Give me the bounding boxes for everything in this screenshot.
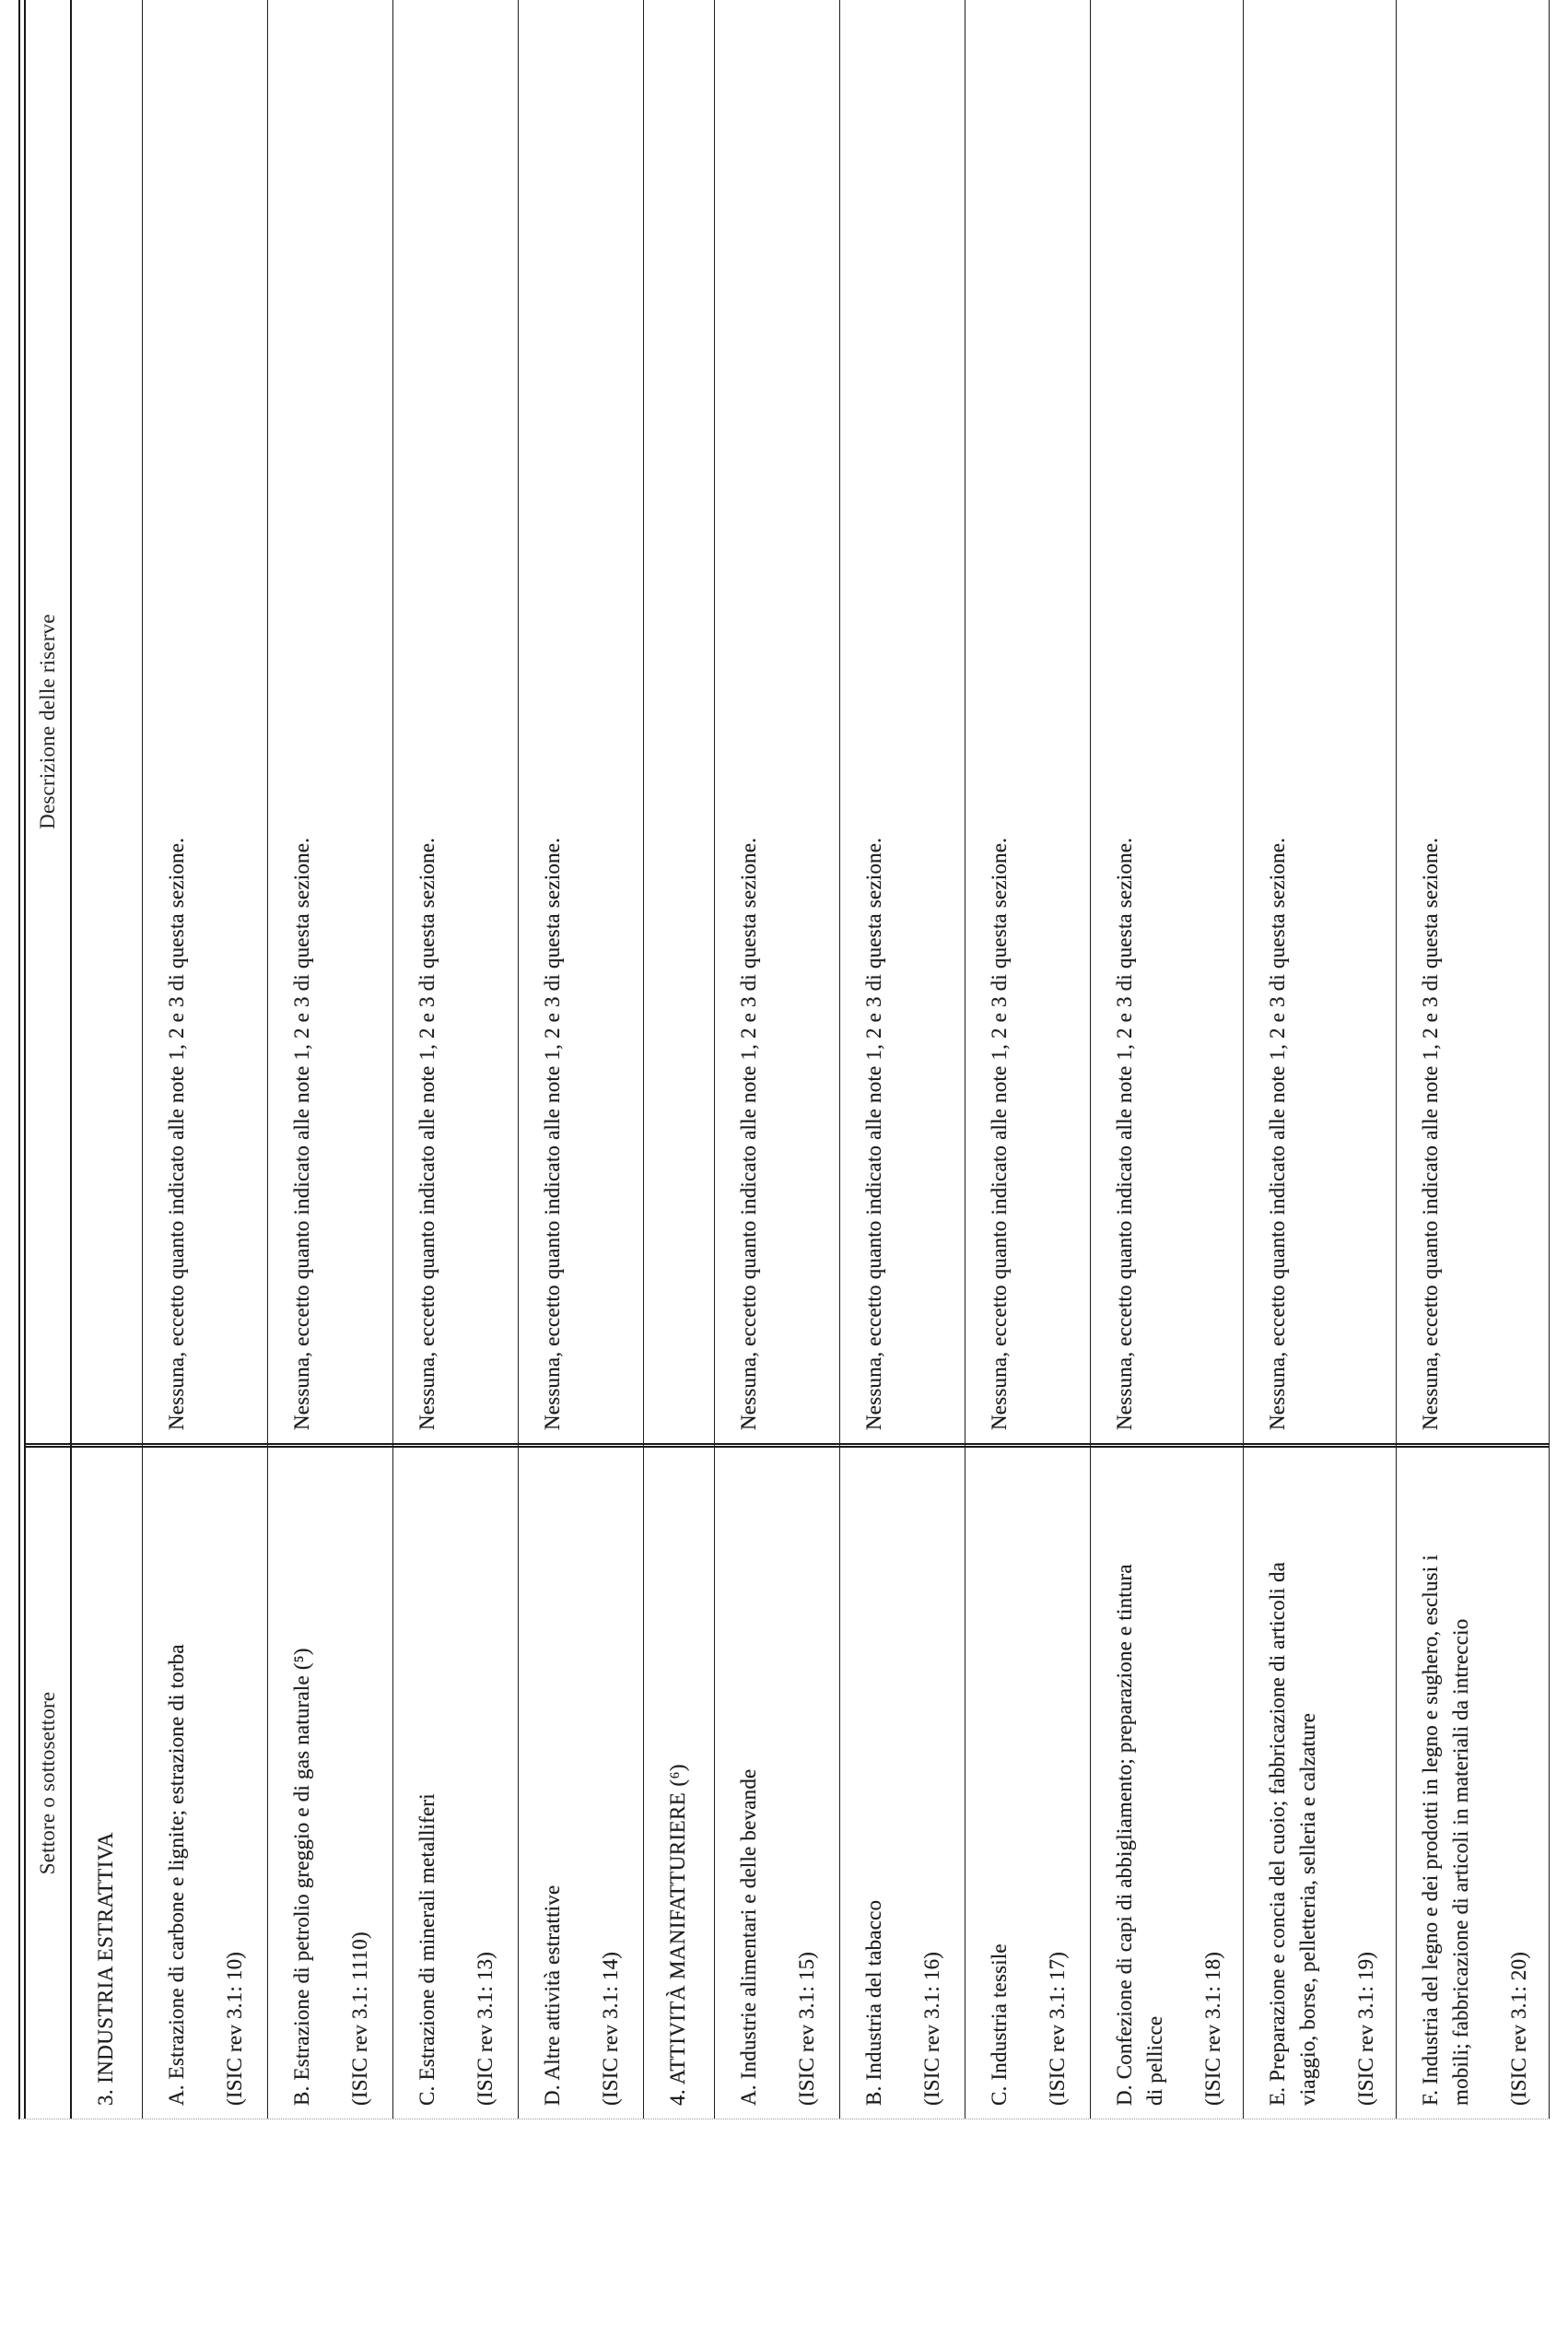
reservation-text-line: Nessuna, eccetto quanto indicato alle note 1, 2 e 3 di questa sezione. — [541, 837, 564, 1430]
sector-text-line: A. Estrazione di carbone e lignite; estrazione di torba — [165, 1644, 188, 2106]
reservation-text-line: Nessuna, eccetto quanto indicato alle note 1, 2 e 3 di questa sezione. — [988, 837, 1011, 1430]
reservation-text-line: Nessuna, eccetto quanto indicato alle note 1, 2 e 3 di questa sezione. — [862, 837, 885, 1430]
sector-cell — [965, 1443, 1090, 2119]
isic-code-line: (ISIC rev 3.1: 16) — [920, 1951, 943, 2106]
reservation-text-line: Nessuna, eccetto quanto indicato alle note 1, 2 e 3 di questa sezione. — [165, 837, 188, 1430]
sector-text-line: B. Industria del tabacco — [862, 1899, 885, 2106]
table-row — [1091, 0, 1244, 2119]
reservation-cell — [519, 0, 643, 1443]
sector-text-line: D. Altre attività estrattive — [541, 1884, 564, 2106]
table-row — [840, 0, 965, 2119]
reservation-cell — [393, 0, 518, 1443]
table-row — [644, 0, 715, 2119]
reservation-cell — [72, 0, 142, 1443]
table-row — [72, 0, 143, 2119]
sector-text-line: C. Estrazione di minerali metalliferi — [415, 1793, 439, 2106]
reservation-cell — [644, 0, 714, 1443]
isic-code-line: (ISIC rev 3.1: 10) — [223, 1951, 246, 2106]
sector-cell — [1397, 1443, 1549, 2119]
sector-text-line: 3. INDUSTRIA ESTRATTIVA — [94, 1832, 117, 2106]
sector-cell — [1091, 1443, 1243, 2119]
reservation-cell — [1091, 0, 1243, 1443]
reservation-text-line: Nessuna, eccetto quanto indicato alle note 1, 2 e 3 di questa sezione. — [1419, 837, 1442, 1430]
isic-code-line: (ISIC rev 3.1: 1110) — [348, 1931, 371, 2106]
reservation-cell — [1244, 0, 1396, 1443]
sector-text-line: B. Estrazione di petrolio greggio e di gas naturale (⁵) — [290, 1648, 313, 2106]
reservations-table — [18, 0, 1550, 2119]
sector-cell — [393, 1443, 518, 2119]
sector-text-line: mobili; fabbricazione di articoli in materiali da intreccio — [1449, 1618, 1472, 2106]
table-row — [1397, 0, 1550, 2119]
reservation-text-line: Nessuna, eccetto quanto indicato alle note 1, 2 e 3 di questa sezione. — [1266, 837, 1289, 1430]
header-sector-column: Settore o sottosettore — [26, 1443, 70, 2119]
reservation-text-line: Nessuna, eccetto quanto indicato alle note 1, 2 e 3 di questa sezione. — [737, 837, 760, 1430]
reservation-cell — [715, 0, 839, 1443]
isic-code-line: (ISIC rev 3.1: 13) — [474, 1951, 497, 2106]
sector-cell — [715, 1443, 839, 2119]
header-reservation-column: Descrizione delle riserve — [36, 614, 59, 829]
reservation-text-line: Nessuna, eccetto quanto indicato alle note 1, 2 e 3 di questa sezione. — [290, 837, 313, 1430]
sector-text-line: D. Confezione di capi di abbigliamento; preparazione e tintura — [1113, 1564, 1136, 2106]
sector-cell — [1244, 1443, 1396, 2119]
isic-code-line: (ISIC rev 3.1: 18) — [1201, 1951, 1224, 2106]
reservation-cell — [143, 0, 267, 1443]
isic-code-line: (ISIC rev 3.1: 14) — [599, 1951, 622, 2106]
table-row — [268, 0, 393, 2119]
reservation-cell — [965, 0, 1090, 1443]
sector-text-line: E. Preparazione e concia del cuoio; fabbricazione di articoli da — [1266, 1561, 1289, 2106]
isic-code-line: (ISIC rev 3.1: 19) — [1354, 1951, 1377, 2106]
sector-cell — [72, 1443, 142, 2119]
reservation-cell — [1397, 0, 1549, 1443]
table-row — [715, 0, 840, 2119]
sector-cell — [143, 1443, 267, 2119]
isic-code-line: (ISIC rev 3.1: 15) — [795, 1951, 818, 2106]
table-row — [143, 0, 268, 2119]
sector-text-line: A. Industrie alimentari e delle bevande — [737, 1768, 760, 2106]
reservation-cell — [840, 0, 965, 1443]
sector-cell — [840, 1443, 965, 2119]
table-row — [519, 0, 644, 2119]
isic-code-line: (ISIC rev 3.1: 17) — [1046, 1951, 1069, 2106]
reservation-cell — [268, 0, 392, 1443]
reservation-text-line: Nessuna, eccetto quanto indicato alle note 1, 2 e 3 di questa sezione. — [415, 837, 439, 1430]
sector-text-line: F. Industria del legno e dei prodotti in legno e sughero, esclusi i — [1419, 1555, 1442, 2106]
sector-text-line: C. Industria tessile — [988, 1943, 1011, 2106]
sector-text-line: viaggio, borse, pelletteria, selleria e calzature — [1296, 1712, 1319, 2106]
table-row — [1244, 0, 1397, 2119]
sector-cell — [519, 1443, 643, 2119]
table-row — [965, 0, 1091, 2119]
sector-cell — [644, 1443, 714, 2119]
sector-text-line: di pellicce — [1143, 2015, 1166, 2106]
table-header-row — [26, 0, 72, 2119]
table-row — [393, 0, 519, 2119]
reservation-text-line: Nessuna, eccetto quanto indicato alle note 1, 2 e 3 di questa sezione. — [1113, 837, 1136, 1430]
table-body — [72, 0, 1550, 2119]
sector-text-line: 4. ATTIVITÀ MANIFATTURIERE (⁶) — [666, 1764, 689, 2106]
isic-code-line: (ISIC rev 3.1: 20) — [1507, 1951, 1530, 2106]
sector-cell — [268, 1443, 392, 2119]
